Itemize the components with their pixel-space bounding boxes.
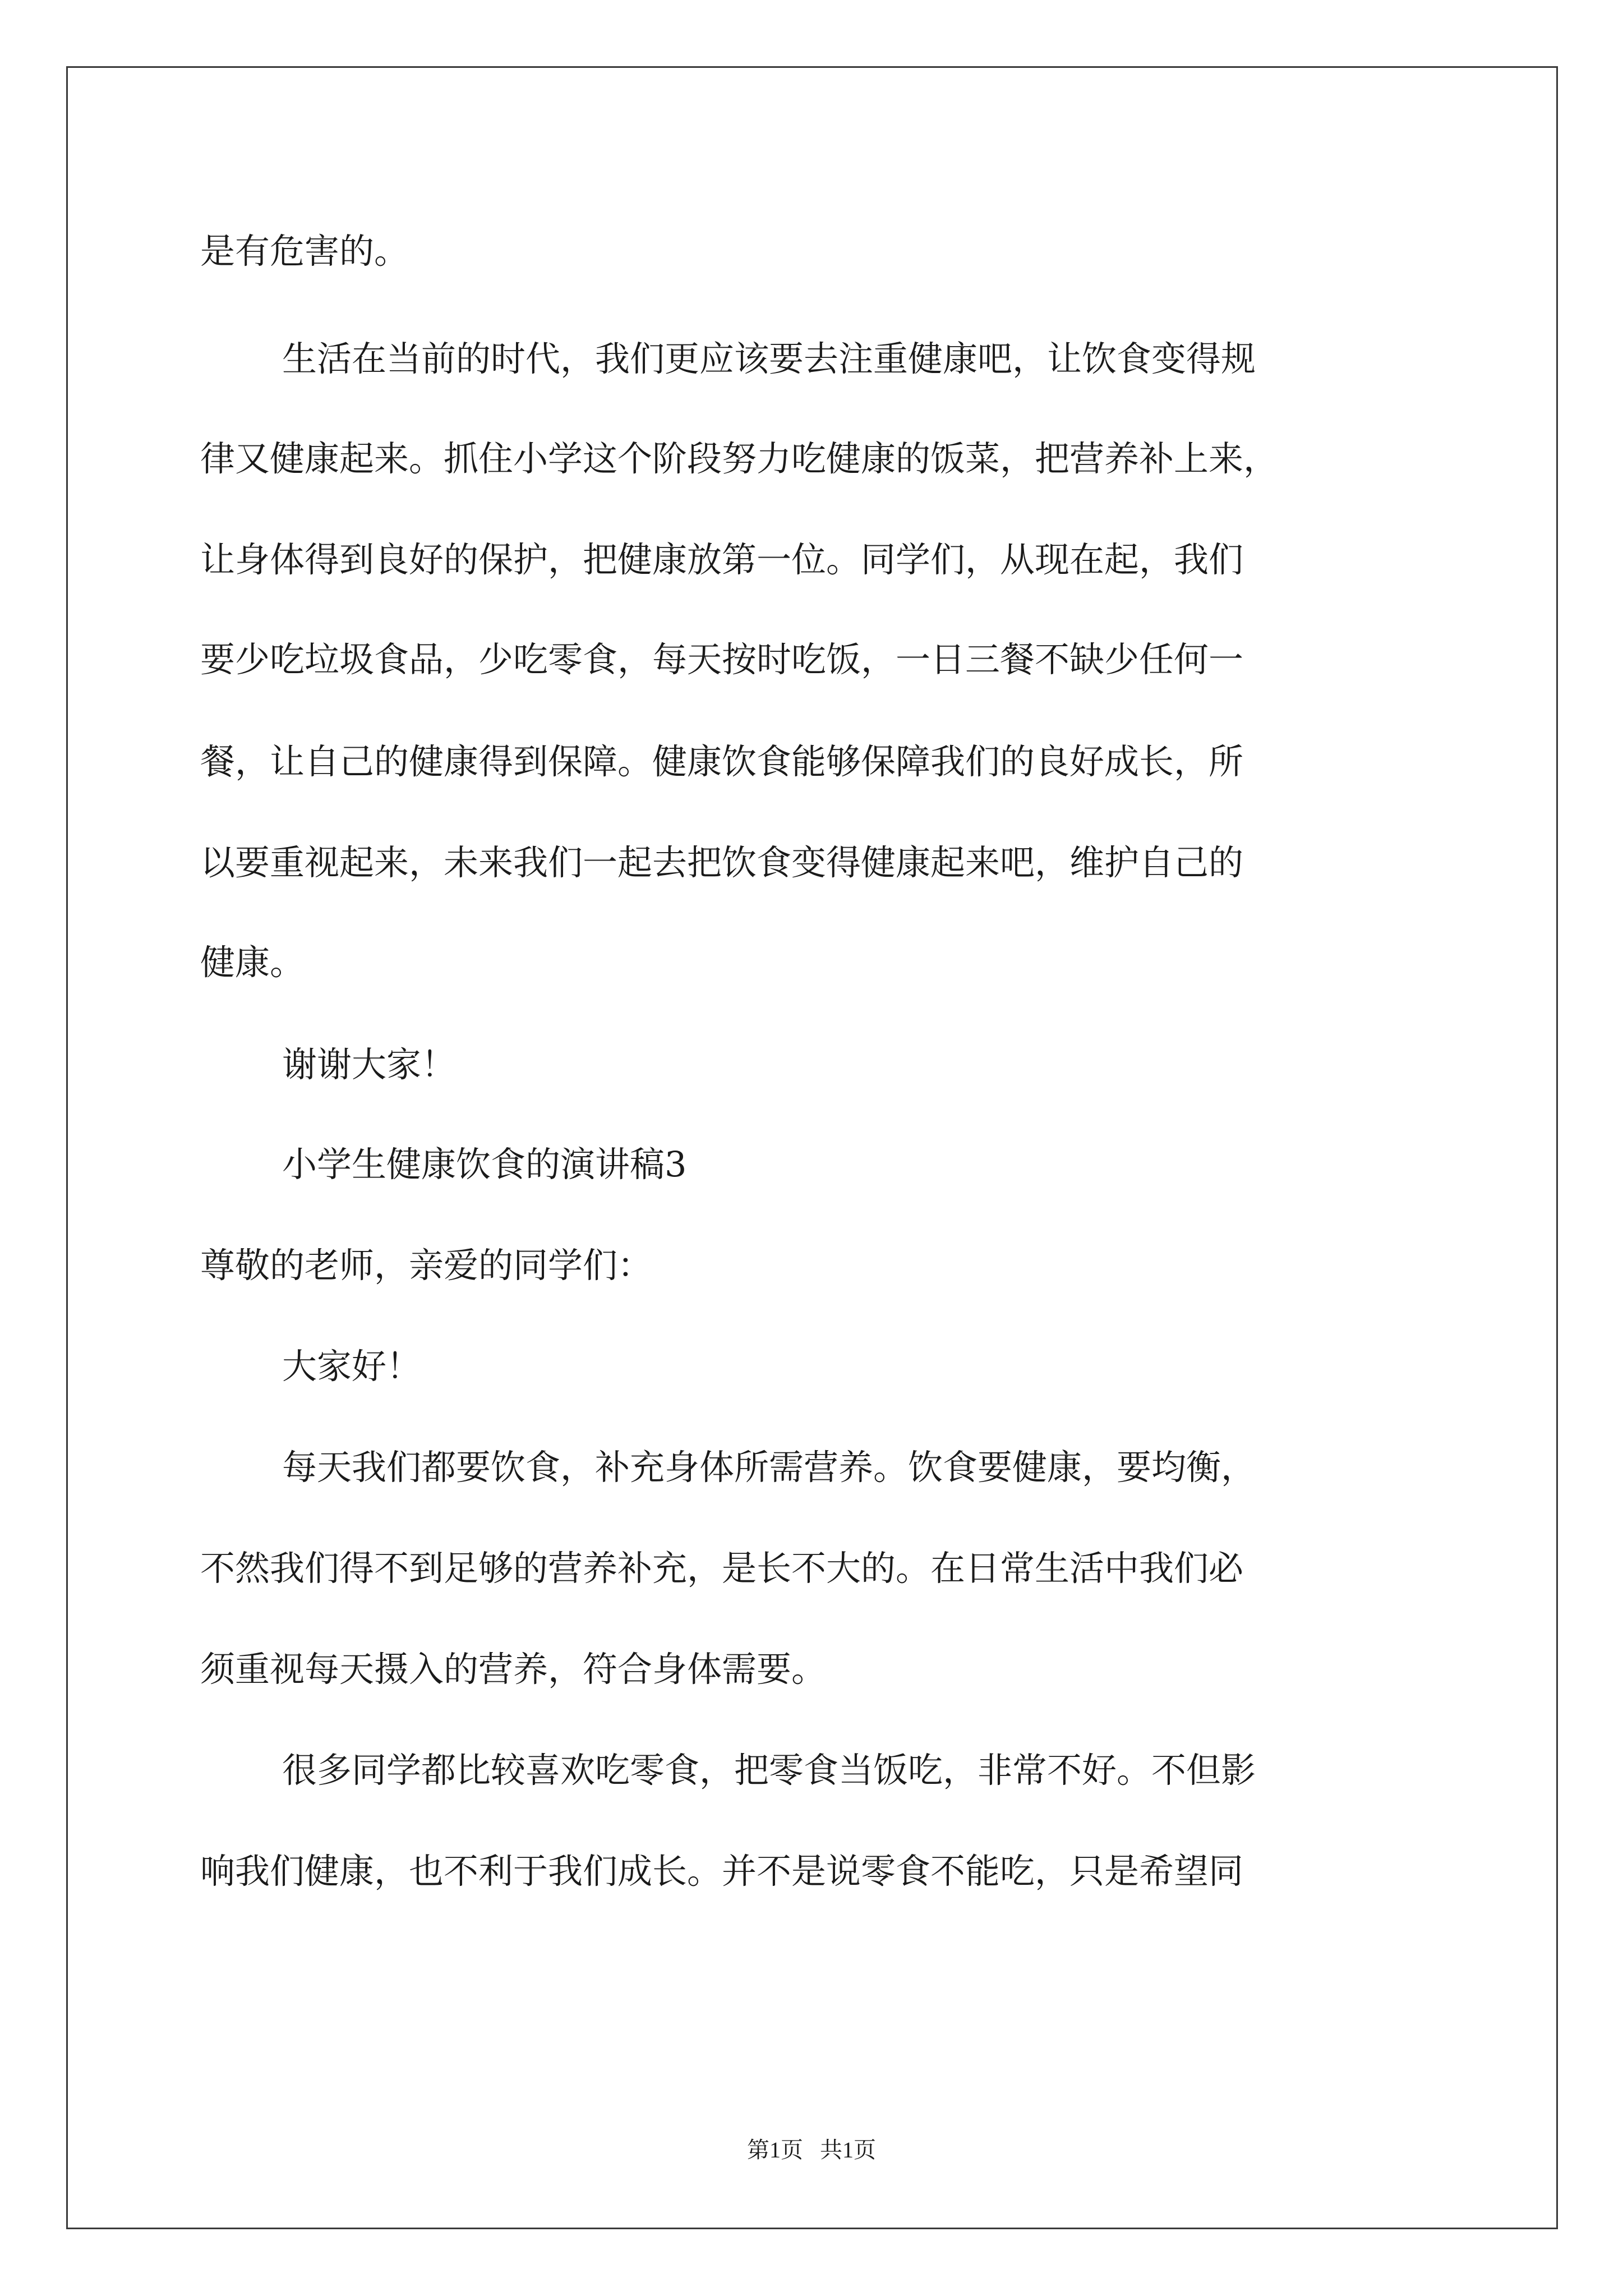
text-line: 健康。 bbox=[200, 942, 305, 983]
text-line: 生活在当前的时代，我们更应该要去注重健康吧，让饮食变得规 bbox=[282, 338, 1256, 379]
text-line: 响我们健康，也不利于我们成长。并不是说零食不能吃，只是希望同 bbox=[200, 1851, 1244, 1892]
text-line: 让身体得到良好的保护，把健康放第一位。同学们，从现在起，我们 bbox=[200, 539, 1244, 580]
text-line: 须重视每天摄入的营养，符合身体需要。 bbox=[200, 1649, 827, 1690]
section-heading: 小学生健康饮食的演讲稿3 bbox=[282, 1144, 687, 1185]
text-line: 不然我们得不到足够的营养补充，是长不大的。在日常生活中我们必 bbox=[200, 1548, 1244, 1589]
text-line: 以要重视起来，未来我们一起去把饮食变得健康起来吧，维护自己的 bbox=[200, 842, 1244, 883]
text-line: 谢谢大家！ bbox=[282, 1044, 457, 1085]
page-footer: 第1页 共1页 bbox=[747, 2137, 876, 2162]
text-line: 律又健康起来。抓住小学这个阶段努力吃健康的饭菜，把营养补上来， bbox=[200, 438, 1279, 479]
text-line: 餐，让自己的健康得到保障。健康饮食能够保障我们的良好成长，所 bbox=[200, 741, 1244, 782]
text-line: 每天我们都要饮食，补充身体所需营养。饮食要健康，要均衡， bbox=[282, 1447, 1256, 1488]
greeting: 大家好！ bbox=[282, 1346, 422, 1387]
text-line: 是有危害的。 bbox=[200, 231, 409, 272]
salutation: 尊敬的老师，亲爱的同学们： bbox=[200, 1245, 653, 1286]
text-line: 很多同学都比较喜欢吃零食，把零食当饭吃，非常不好。不但影 bbox=[282, 1750, 1256, 1791]
text-line: 要少吃垃圾食品，少吃零食，每天按时吃饭，一日三餐不缺少任何一 bbox=[200, 639, 1244, 680]
